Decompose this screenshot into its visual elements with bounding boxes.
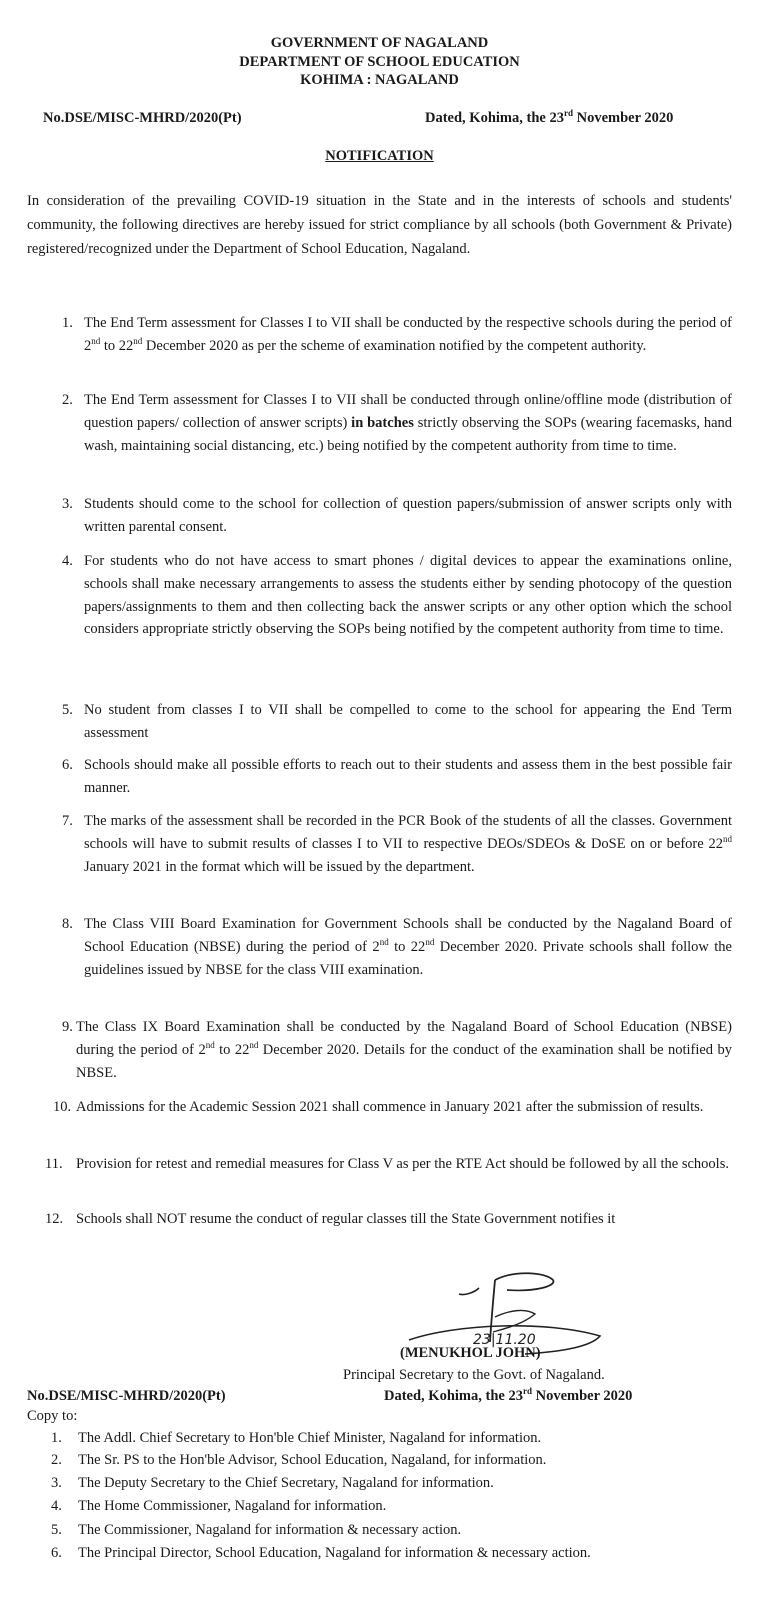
text-segment: December 2020. Details for the conduct of the examination shall be notified by NBSE. (76, 1041, 732, 1081)
signatory-designation: Principal Secretary to the Govt. of Nagaland. (343, 1367, 605, 1383)
copy-to-item (51, 1429, 731, 1448)
copy-to-number: 2. (51, 1452, 62, 1468)
directive-item (62, 1016, 732, 1086)
copy-to-text: The Sr. PS to the Hon'ble Advisor, School Education, Nagaland, for information. (78, 1452, 547, 1468)
ordinal-suffix: nd (379, 936, 389, 947)
directive-text (84, 754, 732, 800)
directive-number: 4. (62, 553, 73, 569)
text-segment: strictly observing the SOPs (wearing facemasks, hand wash, maintaining social distancing, etc.) being notified by the competent authority from time to time. (84, 414, 733, 454)
text-segment: For students who do not have access to smart phones / digital devices to appear the examinations online, schools shall make necessary arrangements to assess the students either by sending photocopy of the question papers/assignments to them and then collecting back the answer scripts or any other option which the school considers appropriate strictly observing the SOPs being notified by the competent authority from time to time. (84, 553, 732, 638)
copy-to-label: Copy to: (27, 1408, 78, 1424)
text-segment: January 2021 in the format which will be issued by the department. (84, 858, 475, 875)
letterhead-government: GOVERNMENT OF NAGALAND (270, 35, 489, 51)
directive-number: 7. (62, 813, 73, 829)
directive-item (62, 699, 732, 745)
directive-item (62, 493, 732, 539)
directive-item (62, 550, 732, 688)
signatory-name: (MENUKHOL JOHN) (400, 1345, 541, 1361)
text-segment: Provision for retest and remedial measures for Class V as per the RTE Act should be followed by all the schools. (76, 1156, 729, 1172)
ordinal-suffix: nd (205, 1039, 215, 1050)
directive-text (84, 699, 732, 745)
directive-text (76, 1208, 732, 1231)
directive-number: 9. (62, 1019, 73, 1035)
directive-item (62, 754, 732, 800)
handwritten-date: 23|11.20 (473, 1332, 536, 1348)
copy-to-number: 4. (51, 1498, 62, 1514)
directive-item (45, 1153, 732, 1199)
directive-text (84, 810, 732, 878)
directive-text (76, 1153, 732, 1176)
document-title: NOTIFICATION (325, 148, 434, 164)
directive-number: 3. (62, 496, 73, 512)
intro-paragraph: In consideration of the prevailing COVID-19 situation in the State and in the interests of schools and students' community, the following directives are hereby issued for strict compliance by all schools (both Government & Private) registered/recognized under the Department of School Education, Nagaland. (27, 193, 732, 258)
directive-text (84, 312, 732, 358)
text-segment: to 22 (388, 938, 426, 955)
emphasis-text: in batches (351, 414, 414, 431)
letterhead-department: DEPARTMENT OF SCHOOL EDUCATION (239, 53, 520, 70)
text-segment: December 2020. Private schools shall follow the guidelines issued by NBSE for the class VIII examination. (84, 938, 732, 978)
text-segment: The marks of the assessment shall be recorded in the PCR Book of the students of all the classes. Government schools will have to submit results of classes I to VII to respective DEOs/SDEOs & DoSE on or before 22 (84, 813, 732, 852)
text-segment: Schools shall NOT resume the conduct of regular classes till the State Government notifies it (76, 1211, 616, 1227)
directive-item (53, 1096, 732, 1142)
copy-to-text: The Principal Director, School Education, Nagaland for information & necessary action. (78, 1545, 591, 1561)
ordinal-suffix: nd (249, 1039, 259, 1050)
copy-to-text: The Addl. Chief Secretary to Hon'ble Chief Minister, Nagaland for information. (78, 1430, 542, 1446)
directive-item (62, 913, 732, 1005)
text-segment: to 22 (100, 337, 134, 354)
copy-to-item (51, 1451, 731, 1470)
copy-to-number: 1. (51, 1430, 62, 1446)
directive-text (84, 493, 732, 539)
reference-number: No.DSE/MISC-MHRD/2020(Pt) (43, 110, 242, 126)
directive-number: 5. (62, 702, 73, 718)
directive-text (76, 1016, 732, 1084)
directive-number: 8. (62, 916, 73, 932)
copy-to-number: 5. (51, 1522, 62, 1538)
footer-reference-number: No.DSE/MISC-MHRD/2020(Pt) (27, 1388, 226, 1404)
directive-number: 12. (45, 1211, 64, 1227)
directive-text (84, 913, 732, 981)
ordinal-suffix: nd (723, 833, 732, 844)
text-segment: The Class VIII Board Examination for Government Schools shall be conducted by the Nagaland Board of School Education (NBSE) during the period of 2 (84, 916, 732, 955)
issue-date: Dated, Kohima, the 23rd November 2020 (425, 108, 674, 126)
footer-date: Dated, Kohima, the 23rd November 2020 (384, 1386, 633, 1404)
text-segment: to 22 (214, 1041, 250, 1058)
directive-item (45, 1208, 732, 1254)
text-segment: The Class IX Board Examination shall be conducted by the Nagaland Board of School Education (NBSE) during the period of 2 (76, 1019, 732, 1058)
directive-text (84, 389, 732, 457)
directive-text (84, 550, 732, 641)
letterhead-location: KOHIMA : NAGALAND (300, 72, 459, 88)
directive-item (62, 810, 732, 902)
directive-number: 1. (62, 315, 73, 331)
text-segment: Admissions for the Academic Session 2021 shall commence in January 2021 after the submission of results. (76, 1099, 704, 1115)
directive-text (76, 1096, 732, 1119)
copy-to-text: The Deputy Secretary to the Chief Secretary, Nagaland for information. (78, 1475, 494, 1491)
directive-item (62, 312, 732, 382)
copy-to-number: 6. (51, 1545, 62, 1561)
directive-number: 10. (53, 1099, 72, 1115)
copy-to-item (51, 1497, 731, 1516)
text-segment: December 2020 as per the scheme of examination notified by the competent authority. (142, 337, 647, 354)
ordinal-suffix: nd (425, 936, 435, 947)
copy-to-number: 3. (51, 1475, 62, 1491)
ordinal-suffix: nd (91, 335, 101, 346)
copy-to-item (51, 1474, 731, 1493)
copy-to-text: The Home Commissioner, Nagaland for information. (78, 1498, 387, 1514)
directive-number: 11. (45, 1156, 63, 1172)
copy-to-item (51, 1521, 731, 1540)
directive-item (62, 389, 732, 481)
directive-number: 2. (62, 392, 73, 408)
copy-to-text: The Commissioner, Nagaland for information & necessary action. (78, 1522, 462, 1538)
text-segment: The End Term assessment for Classes I to VII shall be conducted by the respective schools during the period of 2 (84, 315, 732, 354)
ordinal-suffix: nd (133, 335, 143, 346)
text-segment: Schools should make all possible efforts to reach out to their students and assess them in the best possible fair manner. (84, 757, 732, 796)
copy-to-item (51, 1544, 741, 1563)
directive-number: 6. (62, 757, 73, 773)
letterhead (0, 34, 759, 90)
text-segment: The End Term assessment for Classes I to VII shall be conducted through online/offline mode (distribution of question papers/ collection of answer scripts) (84, 392, 732, 431)
text-segment: No student from classes I to VII shall be compelled to come to the school for appearing the End Term assessment (84, 702, 732, 741)
text-segment: Students should come to the school for collection of question papers/submission of answer scripts only with written parental consent. (84, 496, 732, 535)
